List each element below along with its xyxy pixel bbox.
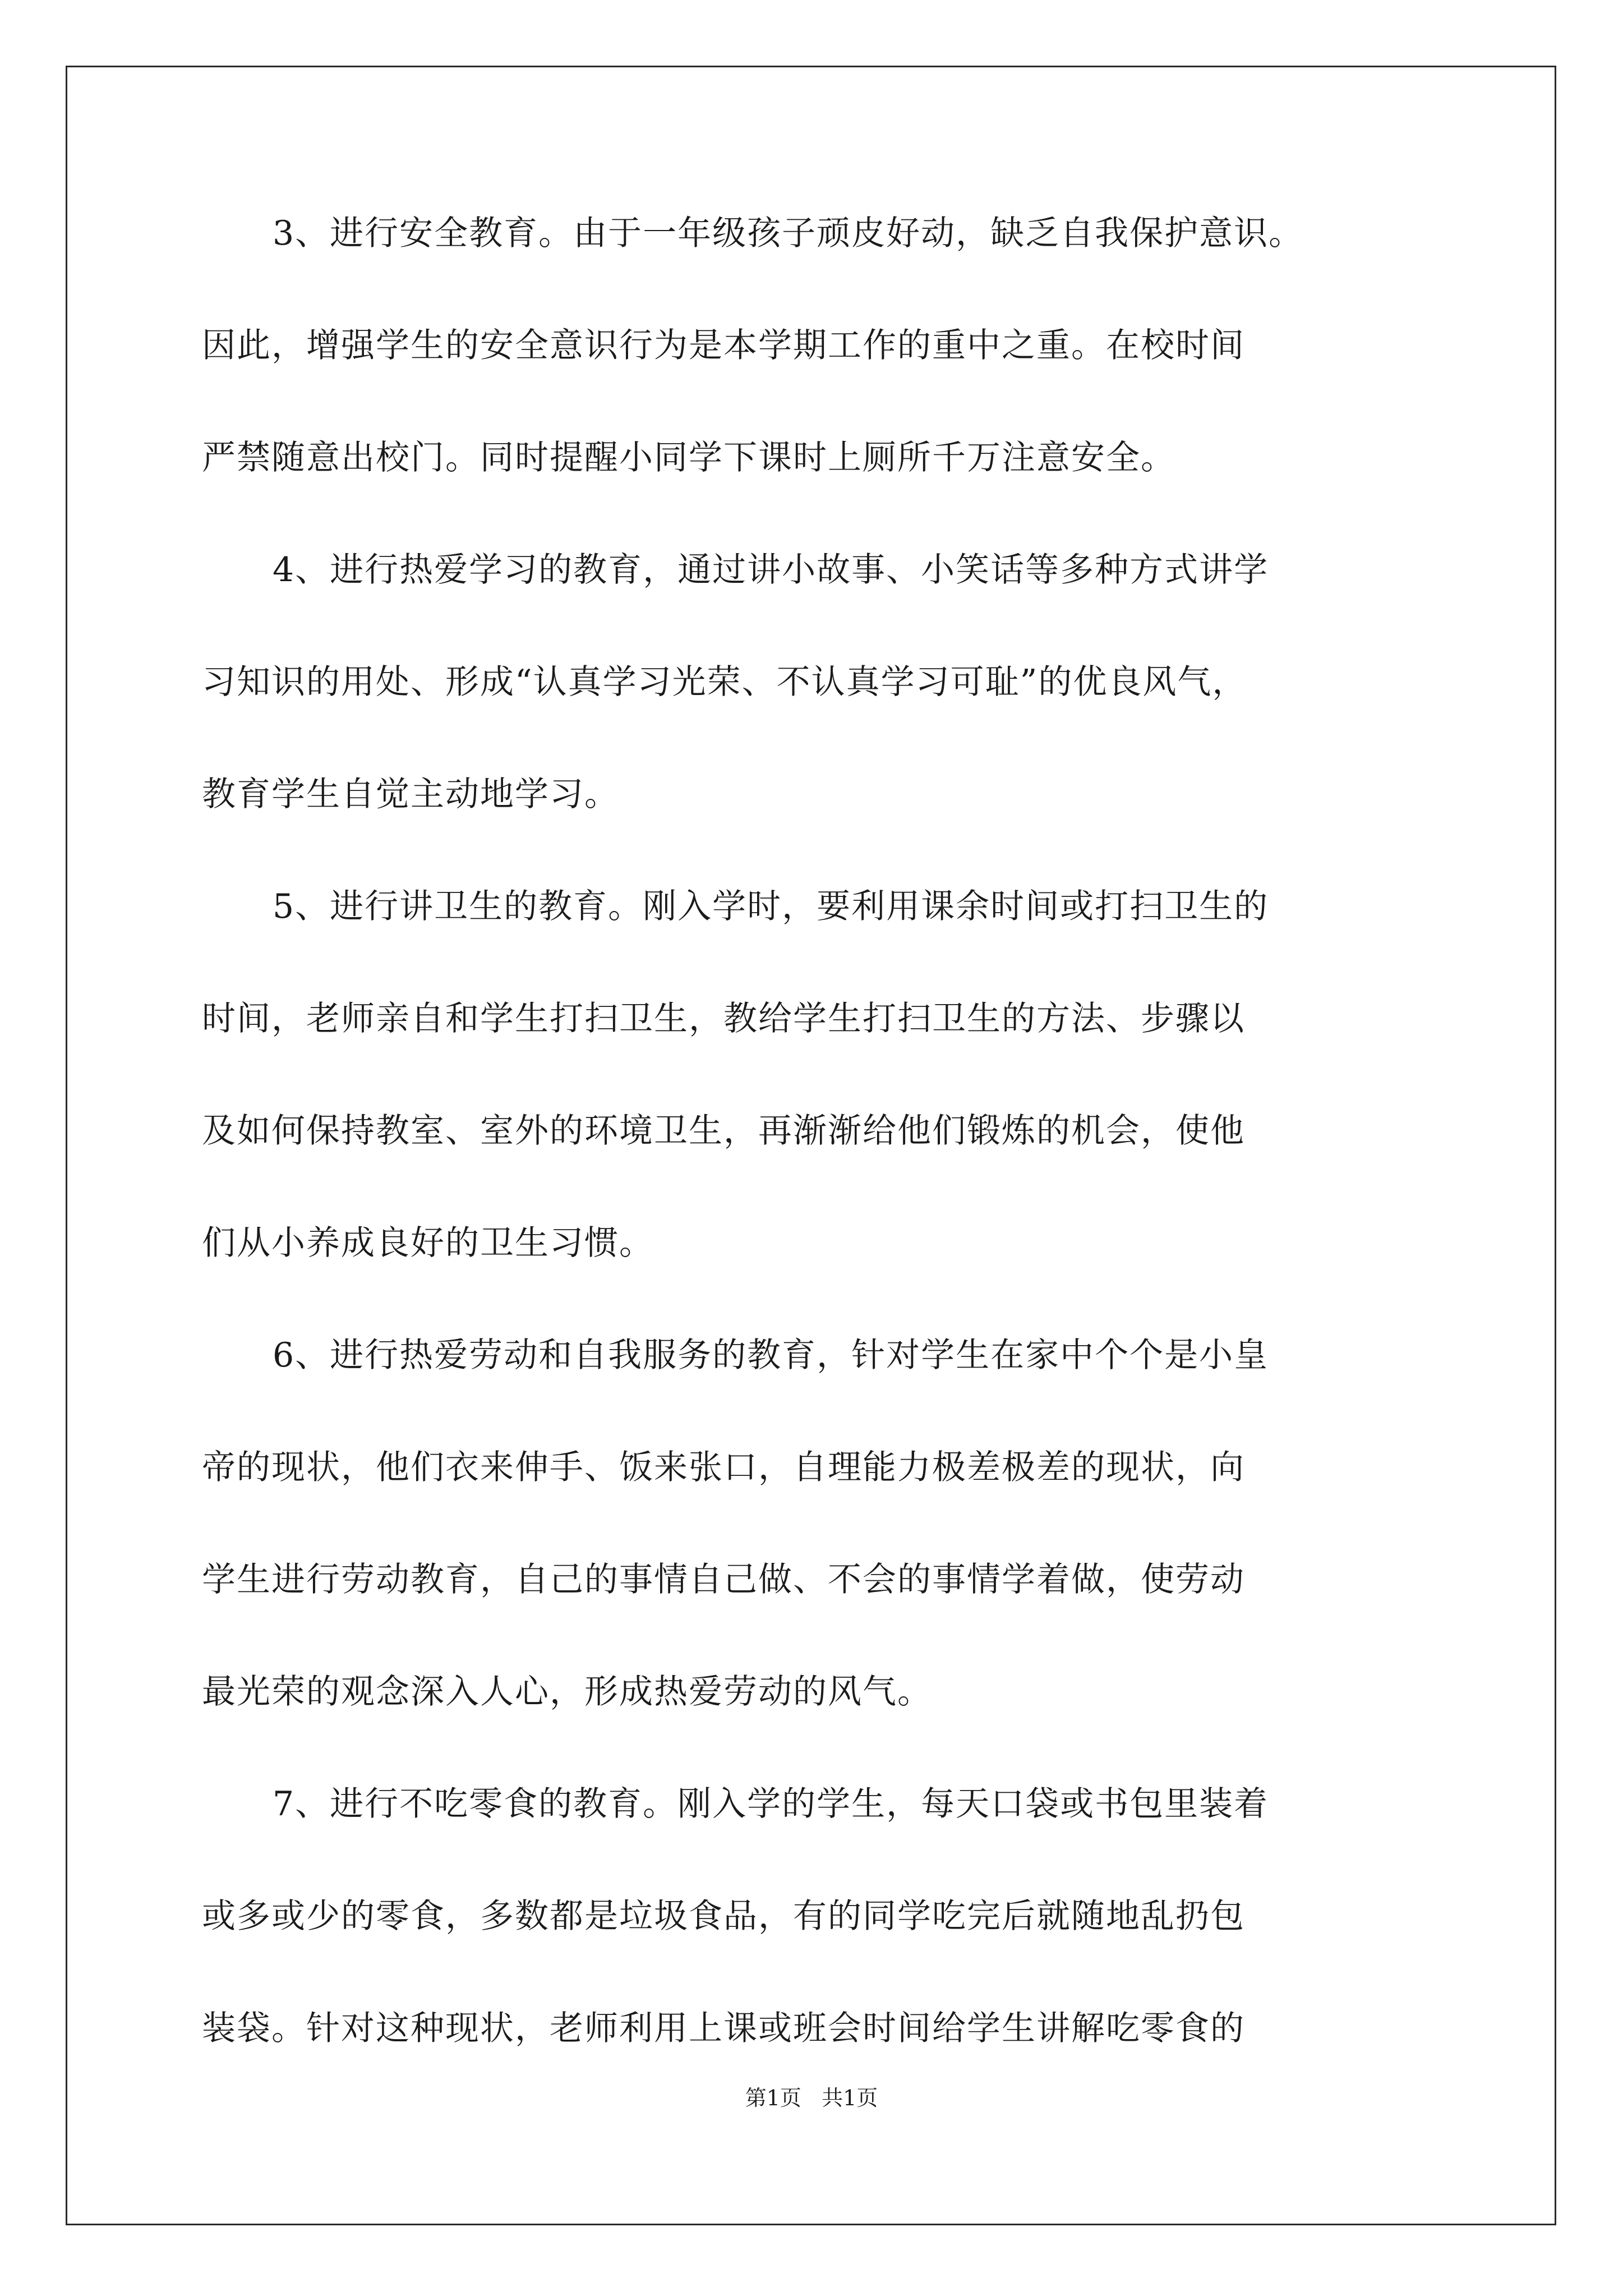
text-line: 教育学生自觉主动地学习。	[202, 775, 619, 814]
text-line: 4、进行热爱学习的教育，通过讲小故事、小笑话等多种方式讲学	[273, 550, 1269, 590]
text-line: 及如何保持教室、室外的环境卫生，再渐渐给他们锻炼的机会，使他	[202, 1111, 1245, 1151]
text-line: 7、进行不吃零食的教育。刚入学的学生，每天口袋或书包里装着	[273, 1784, 1269, 1824]
text-line: 学生进行劳动教育，自己的事情自己做、不会的事情学着做，使劳动	[202, 1560, 1245, 1599]
text-line: 习知识的用处、形成“认真学习光荣、不认真学习可耻”的优良风气，	[202, 662, 1247, 702]
page-footer: 第1页 共1页	[745, 2086, 878, 2110]
text-line: 最光荣的观念深入人心，形成热爱劳动的风气。	[202, 1672, 932, 1711]
text-line: 5、进行讲卫生的教育。刚入学时，要利用课余时间或打扫卫生的	[273, 887, 1269, 926]
text-line: 们从小养成良好的卫生习惯。	[202, 1223, 654, 1263]
text-line: 时间，老师亲自和学生打扫卫生，教给学生打扫卫生的方法、步骤以	[202, 999, 1245, 1038]
document-body	[202, 214, 1447, 2124]
text-line: 装袋。针对这种现状，老师利用上课或班会时间给学生讲解吃零食的	[202, 2009, 1245, 2048]
text-line: 严禁随意出校门。同时提醒小同学下课时上厕所千万注意安全。	[202, 438, 1175, 477]
text-line: 6、进行热爱劳动和自我服务的教育，针对学生在家中个个是小皇	[273, 1336, 1269, 1375]
text-line: 帝的现状，他们衣来伸手、饭来张口，自理能力极差极差的现状，向	[202, 1448, 1245, 1487]
text-line: 或多或少的零食，多数都是垃圾食品，有的同学吃完后就随地乱扔包	[202, 1897, 1245, 1936]
text-line: 因此，增强学生的安全意识行为是本学期工作的重中之重。在校时间	[202, 326, 1245, 365]
text-line: 3、进行安全教育。由于一年级孩子顽皮好动，缺乏自我保护意识。	[273, 214, 1304, 253]
